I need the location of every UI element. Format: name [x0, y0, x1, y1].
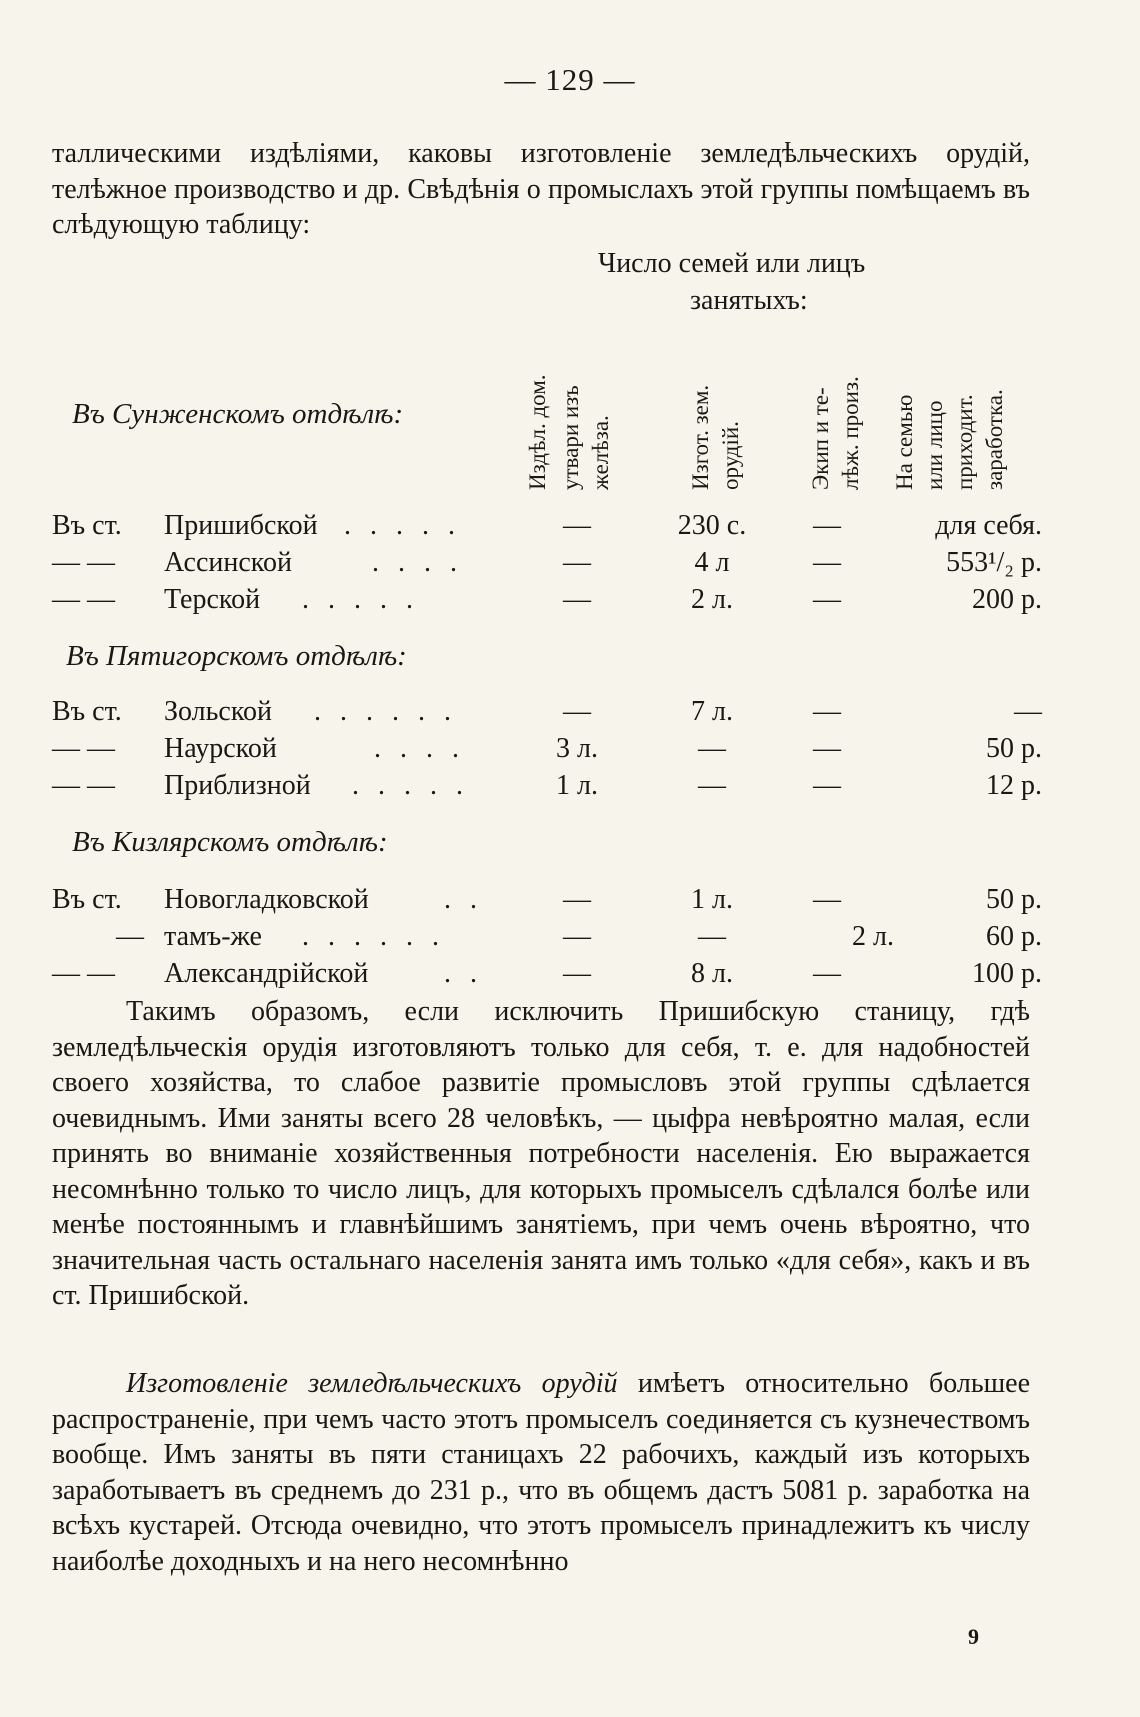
- column-header-line: На семью: [892, 394, 917, 490]
- row-station: Зольской: [164, 696, 272, 727]
- cell-farm-tools: 230 с.: [677, 510, 747, 541]
- column-header-farm-tools: [686, 378, 743, 490]
- row-station: Александрійской: [164, 958, 369, 989]
- row-prefix: — —: [52, 770, 115, 801]
- intro-paragraph: таллическими издѣліями, каковы изготовленіе земледѣльческихъ орудій, телѣжное производство и др. Свѣдѣнія о промыслахъ этой группы помѣщаемъ въ слѣдующую таблицу:: [52, 138, 1030, 240]
- table-row: [52, 510, 1042, 546]
- row-leader-dots: . . . . .: [344, 510, 461, 541]
- cell-carriage: —: [813, 884, 841, 915]
- column-header-line: лѣж. произ.: [838, 376, 863, 490]
- row-station: Приблизной: [164, 770, 311, 801]
- column-header-household-utensils: [523, 374, 559, 490]
- column-header-line: утвари изъ: [558, 385, 583, 490]
- cell-household: —: [563, 510, 591, 541]
- cell-household: —: [563, 884, 591, 915]
- cell-carriage: 2 л.: [852, 921, 894, 952]
- cell-farm-tools: —: [698, 921, 726, 952]
- row-prefix: — —: [52, 547, 115, 578]
- column-header-iron-utensils: [556, 378, 613, 490]
- row-station: Новогладковской: [164, 884, 369, 915]
- cell-carriage: —: [813, 510, 841, 541]
- cell-carriage: —: [813, 547, 841, 578]
- section-title: Въ Пятигорскомъ отдѣлѣ:: [66, 640, 407, 672]
- table-row: [52, 584, 1042, 620]
- table-row: [52, 921, 1042, 957]
- column-header-line: Издѣл. дом.: [525, 374, 550, 490]
- row-station: тамъ-же: [164, 921, 262, 952]
- cell-farm-tools: —: [698, 733, 726, 764]
- cell-household: 1 л.: [556, 770, 598, 801]
- column-header-line: Изгот. зем.: [688, 384, 713, 490]
- cell-earnings: 12 р.: [986, 770, 1042, 801]
- section-title: Въ Кизлярскомъ отдѣлѣ:: [72, 826, 388, 858]
- row-prefix: — —: [52, 958, 115, 989]
- table-row: [52, 696, 1042, 732]
- cell-carriage: —: [813, 770, 841, 801]
- row-leader-dots: . . . . .: [302, 584, 419, 615]
- row-leader-dots: . . . . . .: [302, 921, 445, 952]
- italic-term: Изготовленіе земледѣльческихъ орудій: [126, 1368, 618, 1399]
- cell-earnings: 200 р.: [972, 584, 1042, 615]
- column-header-carriage-production: [806, 376, 863, 490]
- column-header-earnings: [890, 378, 1007, 490]
- row-prefix: — —: [52, 733, 115, 764]
- cell-household: —: [563, 547, 591, 578]
- column-header-line: или лицо: [922, 400, 947, 490]
- row-prefix: Въ ст.: [52, 696, 122, 727]
- table-row: [52, 958, 1042, 994]
- row-station: Наурской: [164, 733, 277, 764]
- table-header-line2: занятыхъ:: [690, 285, 808, 316]
- row-prefix: Въ ст.: [52, 510, 122, 541]
- row-station: Ассинской: [164, 547, 292, 578]
- cell-farm-tools: —: [698, 770, 726, 801]
- column-header-line: заработка.: [982, 389, 1007, 490]
- body-paragraph: Такимъ образомъ, если исключить Пришибскую станицу, гдѣ земледѣльческія орудія изготовляютъ только для себя, т. е. для надобностей своего хозяйства, то слабое развитіе промысловъ этой группы сдѣлается очевиднымъ. Ими заняты всего 28 человѣкъ, — цыфра невѣроятно малая, если принять во вниманіе хозяйственныя потребности населенія. Ею выражается несомнѣнно только то число лицъ, для которыхъ промыселъ сдѣлался болѣе или менѣе постояннымъ и главнѣйшимъ занятіемъ, при чемъ очень вѣроятно, что значительная часть остальнаго населенія занята имъ только «для себя», какъ и въ ст. Пришибской.: [52, 996, 1030, 1311]
- row-leader-dots: . . . .: [374, 733, 465, 764]
- cell-household: 3 л.: [556, 733, 598, 764]
- signature-mark: 9: [968, 1624, 979, 1649]
- section-title: Въ Сунженскомъ отдѣлѣ:: [72, 398, 404, 430]
- cell-household: —: [563, 584, 591, 615]
- table-row: [52, 733, 1042, 769]
- cell-earnings: 60 р.: [986, 921, 1042, 952]
- column-header-line: Экип и те-: [808, 387, 833, 490]
- table-row: [52, 547, 1042, 583]
- cell-carriage: —: [813, 584, 841, 615]
- row-station: Терской: [164, 584, 261, 615]
- row-station: Пришибской: [164, 510, 318, 541]
- row-prefix: Въ ст.: [52, 884, 122, 915]
- cell-earnings: —: [1014, 696, 1042, 727]
- column-header-line: орудій.: [718, 421, 743, 490]
- row-leader-dots: . . . .: [372, 547, 463, 578]
- cell-carriage: —: [813, 733, 841, 764]
- cell-household: —: [563, 958, 591, 989]
- cell-farm-tools: 8 л.: [691, 958, 733, 989]
- cell-farm-tools: 7 л.: [691, 696, 733, 727]
- row-leader-dots: . .: [444, 958, 483, 989]
- cell-farm-tools: 2 л.: [691, 584, 733, 615]
- row-leader-dots: . . . . . .: [314, 696, 457, 727]
- column-header-line: приходит.: [952, 394, 977, 490]
- row-prefix: —: [116, 921, 144, 952]
- cell-earnings: для себя.: [935, 510, 1042, 541]
- cell-carriage: —: [813, 696, 841, 727]
- row-prefix: — —: [52, 584, 115, 615]
- cell-earnings: 50 р.: [986, 884, 1042, 915]
- table-header-line1: Число семей или лицъ: [598, 248, 866, 279]
- row-leader-dots: . .: [444, 884, 483, 915]
- cell-household: —: [563, 696, 591, 727]
- cell-farm-tools: 4 л: [694, 547, 730, 578]
- row-leader-dots: . . . . .: [352, 770, 469, 801]
- cell-earnings: 50 р.: [986, 733, 1042, 764]
- table-row: [52, 770, 1042, 806]
- body-paragraph: [52, 1366, 1030, 1579]
- page-number: — 129 —: [504, 62, 636, 97]
- column-header-line: желѣза.: [588, 415, 613, 490]
- cell-earnings: 553¹/₂ р.: [946, 547, 1042, 578]
- cell-farm-tools: 1 л.: [691, 884, 733, 915]
- cell-household: —: [563, 921, 591, 952]
- table-row: [52, 884, 1042, 920]
- paragraph-text: имѣетъ относительно большее распространеніе, при чемъ часто этотъ промыселъ соединяется съ кузнечествомъ вообще. Имъ заняты въ пяти станицахъ 22 рабочихъ, каждый изъ которыхъ заработываетъ въ среднемъ до 231 р., что въ общемъ дастъ 5081 р. заработка на всѣхъ кустарей. Отсюда очевидно, что этотъ промыселъ принадлежитъ къ числу наиболѣе доходныхъ и на него несомнѣнно: [52, 1368, 1031, 1577]
- cell-carriage: —: [813, 958, 841, 989]
- cell-earnings: 100 р.: [972, 958, 1042, 989]
